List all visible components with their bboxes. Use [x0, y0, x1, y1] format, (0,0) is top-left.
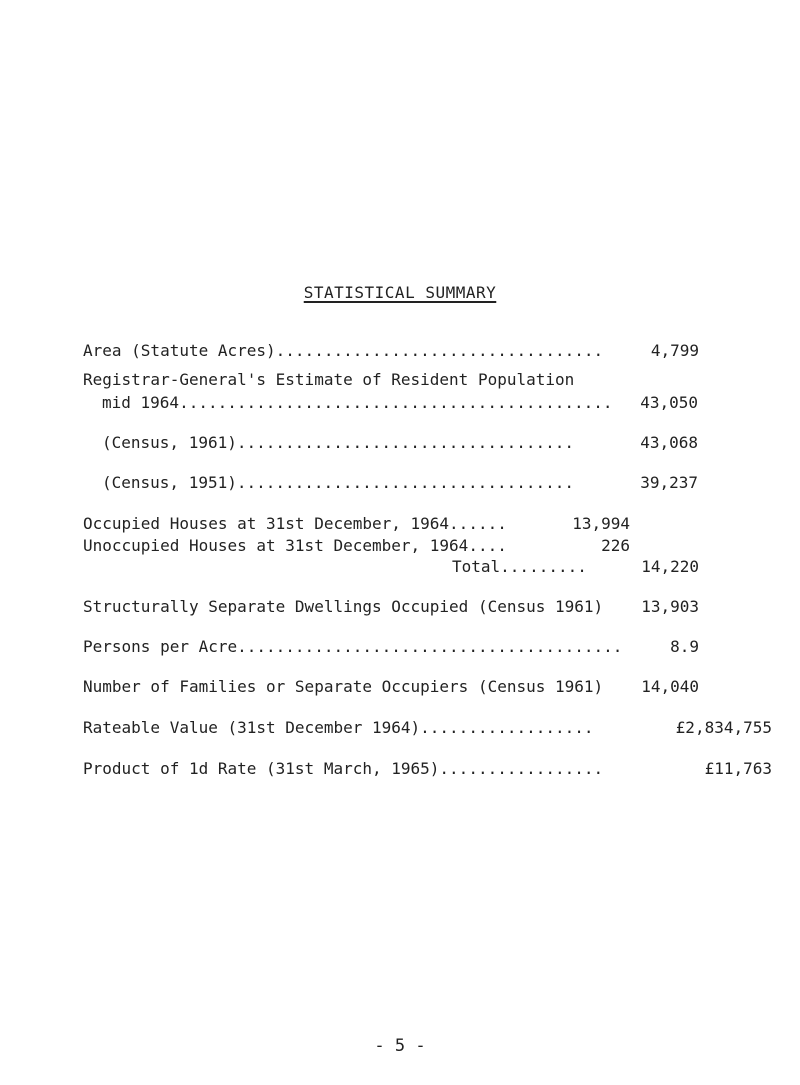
population-label-line2: mid 1964............................................. [102, 393, 613, 412]
families-label: Number of Families or Separate Occupiers (Census 1961) [83, 677, 604, 696]
census-1961-label: (Census, 1961)................................... [102, 433, 575, 452]
population-label-line1: Registrar-General's Estimate of Resident Population [83, 370, 575, 389]
product-rate-label: Product of 1d Rate (31st March, 1965)................. [83, 759, 604, 778]
population-value: 43,050 [640, 393, 698, 412]
unoccupied-houses-label: Unoccupied Houses at 31st December, 1964.... [83, 536, 507, 555]
families-value: 14,040 [641, 677, 699, 696]
census-1961-value: 43,068 [640, 433, 698, 452]
occupied-houses-value: 13,994 [572, 514, 630, 533]
occupied-houses-label: Occupied Houses at 31st December, 1964...... [83, 514, 507, 533]
total-value: 14,220 [641, 557, 699, 576]
area-label: Area (Statute Acres).................................. [83, 341, 604, 360]
persons-per-acre-value: 8.9 [670, 637, 699, 656]
dwellings-value: 13,903 [641, 597, 699, 616]
rateable-value-amount: £2,834,755 [675, 718, 772, 737]
product-rate-amount: £11,763 [704, 759, 772, 778]
unoccupied-houses-value: 226 [601, 536, 630, 555]
dwellings-label: Structurally Separate Dwellings Occupied (Census 1961) [83, 597, 604, 616]
rateable-value-label: Rateable Value (31st December 1964).................. [83, 718, 594, 737]
page-number: - 5 - [374, 1036, 426, 1056]
census-1951-label: (Census, 1951)................................... [102, 473, 575, 492]
total-label: Total......... [452, 557, 587, 576]
census-1951-value: 39,237 [640, 473, 698, 492]
page-title: STATISTICAL SUMMARY [303, 283, 497, 302]
persons-per-acre-label: Persons per Acre........................................ [83, 637, 623, 656]
area-value: 4,799 [650, 341, 699, 360]
